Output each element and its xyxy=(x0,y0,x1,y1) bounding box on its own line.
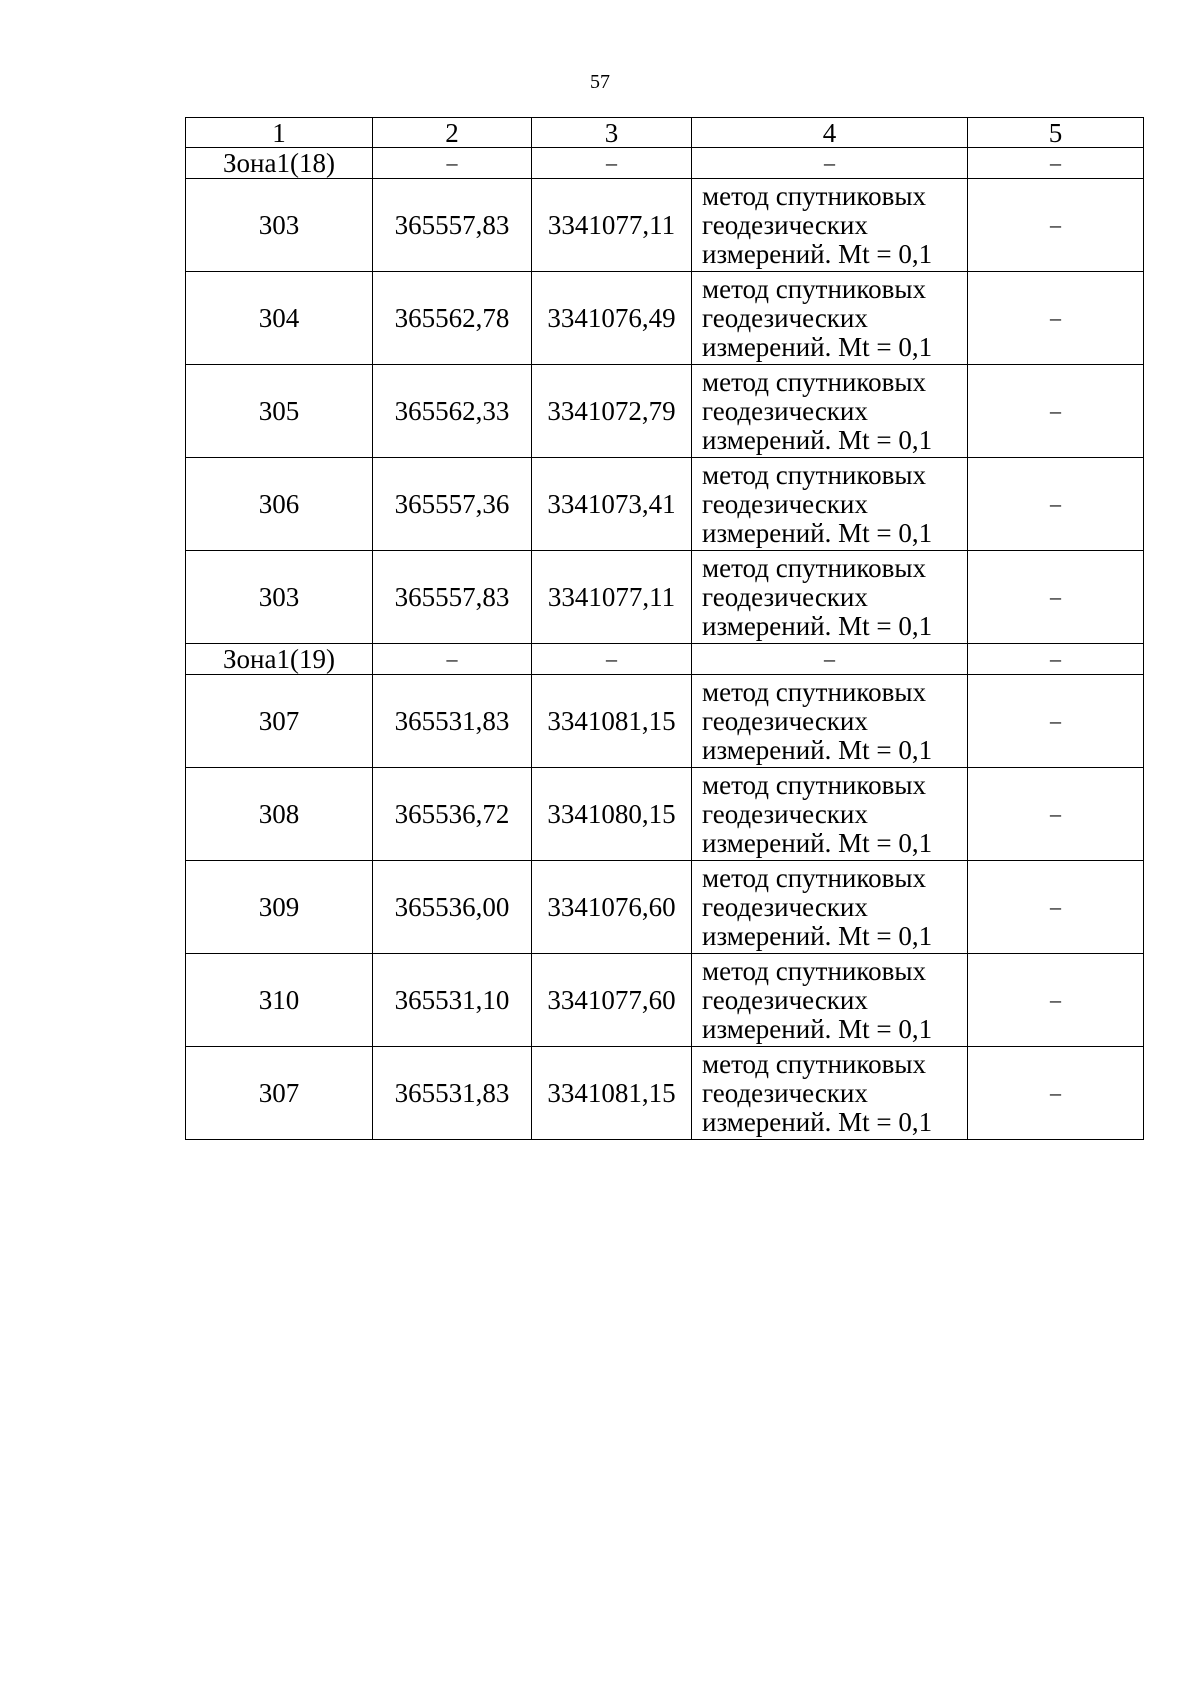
x-coordinate-cell: 365557,83 xyxy=(373,551,532,644)
method-cell xyxy=(692,458,968,551)
zone-name: Зона1(18) xyxy=(186,148,373,179)
x-coordinate-cell: 365536,72 xyxy=(373,768,532,861)
column-header: 4 xyxy=(692,118,968,148)
y-coordinate-cell: 3341077,11 xyxy=(532,551,692,644)
point-number-cell: 310 xyxy=(186,954,373,1047)
method-cell xyxy=(692,179,968,272)
method-line: метод спутниковых xyxy=(702,180,926,211)
method-line: измерений. Mt = 0,1 xyxy=(702,1106,933,1137)
method-cell xyxy=(692,768,968,861)
table-row xyxy=(186,768,1144,861)
method-line: метод спутниковых xyxy=(702,459,926,490)
point-number-cell: 305 xyxy=(186,365,373,458)
column-header: 5 xyxy=(968,118,1144,148)
table-row xyxy=(186,551,1144,644)
method-line: геодезических xyxy=(702,302,868,333)
y-coordinate-cell: 3341076,49 xyxy=(532,272,692,365)
point-number-cell: 307 xyxy=(186,1047,373,1140)
table-row xyxy=(186,179,1144,272)
method-line: метод спутниковых xyxy=(702,955,926,986)
y-coordinate-cell: 3341073,41 xyxy=(532,458,692,551)
point-number-cell: 309 xyxy=(186,861,373,954)
note-cell: – xyxy=(968,179,1144,272)
method-cell xyxy=(692,365,968,458)
method-cell xyxy=(692,675,968,768)
table-row xyxy=(186,954,1144,1047)
column-header: 2 xyxy=(373,118,532,148)
zone-dash-cell: – xyxy=(968,644,1144,675)
column-header: 1 xyxy=(186,118,373,148)
method-line: измерений. Mt = 0,1 xyxy=(702,331,933,362)
zone-row xyxy=(186,644,1144,675)
method-line: метод спутниковых xyxy=(702,552,926,583)
zone-dash-cell: – xyxy=(532,148,692,179)
y-coordinate-cell: 3341081,15 xyxy=(532,1047,692,1140)
x-coordinate-cell: 365557,83 xyxy=(373,179,532,272)
method-line: измерений. Mt = 0,1 xyxy=(702,827,933,858)
method-line: геодезических xyxy=(702,984,868,1015)
note-cell: – xyxy=(968,551,1144,644)
table-row xyxy=(186,458,1144,551)
method-line: измерений. Mt = 0,1 xyxy=(702,1013,933,1044)
method-line: геодезических xyxy=(702,209,868,240)
note-cell: – xyxy=(968,365,1144,458)
y-coordinate-cell: 3341081,15 xyxy=(532,675,692,768)
zone-dash-cell: – xyxy=(968,148,1144,179)
zone-dash-cell: – xyxy=(373,644,532,675)
method-line: геодезических xyxy=(702,488,868,519)
method-line: метод спутниковых xyxy=(702,366,926,397)
x-coordinate-cell: 365531,83 xyxy=(373,1047,532,1140)
note-cell: – xyxy=(968,675,1144,768)
coordinates-table xyxy=(185,117,1144,1140)
column-header: 3 xyxy=(532,118,692,148)
method-cell xyxy=(692,954,968,1047)
method-line: метод спутниковых xyxy=(702,1048,926,1079)
y-coordinate-cell: 3341076,60 xyxy=(532,861,692,954)
zone-dash-cell: – xyxy=(532,644,692,675)
x-coordinate-cell: 365557,36 xyxy=(373,458,532,551)
point-number-cell: 306 xyxy=(186,458,373,551)
x-coordinate-cell: 365536,00 xyxy=(373,861,532,954)
point-number-cell: 308 xyxy=(186,768,373,861)
method-line: метод спутниковых xyxy=(702,769,926,800)
table-row xyxy=(186,861,1144,954)
method-line: измерений. Mt = 0,1 xyxy=(702,734,933,765)
table-row xyxy=(186,1047,1144,1140)
table-row xyxy=(186,675,1144,768)
y-coordinate-cell: 3341077,11 xyxy=(532,179,692,272)
x-coordinate-cell: 365562,33 xyxy=(373,365,532,458)
method-line: метод спутниковых xyxy=(702,273,926,304)
method-line: геодезических xyxy=(702,798,868,829)
table-header-row xyxy=(186,118,1144,148)
method-line: геодезических xyxy=(702,1077,868,1108)
zone-name: Зона1(19) xyxy=(186,644,373,675)
zone-row xyxy=(186,148,1144,179)
table-row xyxy=(186,365,1144,458)
point-number-cell: 303 xyxy=(186,179,373,272)
point-number-cell: 304 xyxy=(186,272,373,365)
y-coordinate-cell: 3341077,60 xyxy=(532,954,692,1047)
method-line: измерений. Mt = 0,1 xyxy=(702,238,933,269)
zone-dash-cell: – xyxy=(692,148,968,179)
note-cell: – xyxy=(968,272,1144,365)
note-cell: – xyxy=(968,458,1144,551)
method-line: геодезических xyxy=(702,891,868,922)
point-number-cell: 303 xyxy=(186,551,373,644)
method-line: измерений. Mt = 0,1 xyxy=(702,610,933,641)
x-coordinate-cell: 365531,10 xyxy=(373,954,532,1047)
page-number: 57 xyxy=(590,71,610,93)
method-line: измерений. Mt = 0,1 xyxy=(702,424,933,455)
method-cell xyxy=(692,272,968,365)
point-number-cell: 307 xyxy=(186,675,373,768)
zone-dash-cell: – xyxy=(373,148,532,179)
y-coordinate-cell: 3341072,79 xyxy=(532,365,692,458)
y-coordinate-cell: 3341080,15 xyxy=(532,768,692,861)
note-cell: – xyxy=(968,1047,1144,1140)
method-cell xyxy=(692,551,968,644)
method-line: геодезических xyxy=(702,581,868,612)
method-line: геодезических xyxy=(702,705,868,736)
method-line: измерений. Mt = 0,1 xyxy=(702,517,933,548)
method-line: измерений. Mt = 0,1 xyxy=(702,920,933,951)
method-cell xyxy=(692,1047,968,1140)
note-cell: – xyxy=(968,954,1144,1047)
table-row xyxy=(186,272,1144,365)
method-line: метод спутниковых xyxy=(702,676,926,707)
method-line: метод спутниковых xyxy=(702,862,926,893)
x-coordinate-cell: 365562,78 xyxy=(373,272,532,365)
zone-dash-cell: – xyxy=(692,644,968,675)
method-cell xyxy=(692,861,968,954)
note-cell: – xyxy=(968,861,1144,954)
method-line: геодезических xyxy=(702,395,868,426)
x-coordinate-cell: 365531,83 xyxy=(373,675,532,768)
note-cell: – xyxy=(968,768,1144,861)
